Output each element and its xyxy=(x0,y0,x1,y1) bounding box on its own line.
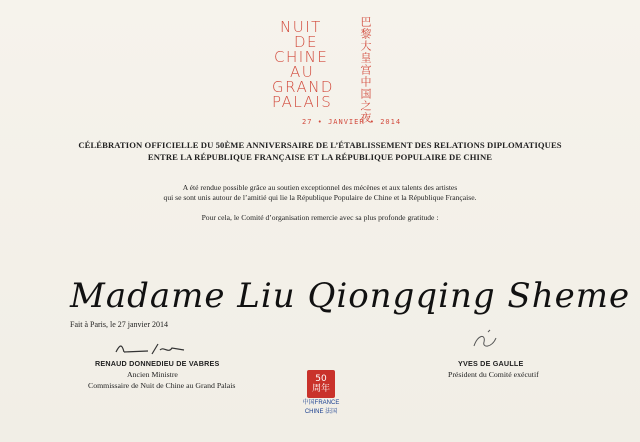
left-signatory-title-1: Ancien Ministre xyxy=(127,370,178,379)
body-line-1: A été rendue possible grâce au soutien exceptionnel des mécènes et aux talents des artistes xyxy=(182,183,458,192)
left-signatory-name: RENAUD DONNEDIEU DE VABRES xyxy=(95,359,220,368)
anniversary-seal xyxy=(298,370,344,430)
logo-line-palais: PALAIS xyxy=(272,93,333,111)
left-signatory-title-2: Commissaire de Nuit de Chine au Grand Palais xyxy=(88,381,236,390)
heading-line-1: CÉLÉBRATION OFFICIELLE DU 50ÈME ANNIVERSAIRE DE L’ÉTABLISSEMENT DES RELATIONS DIPLOMATIQUES xyxy=(78,140,562,150)
seal-chinese: 周年 xyxy=(311,384,330,394)
heading-line-2: ENTRE LA RÉPUBLIQUE FRANÇAISE ET LA RÉPUBLIQUE POPULAIRE DE CHINE xyxy=(147,152,493,162)
right-signatory-title-1: Président du Comité exécutif xyxy=(448,370,539,379)
place-date: Fait à Paris, le 27 janvier 2014 xyxy=(70,320,168,329)
recipient-name: Madame Liu Qiongqing Sheme xyxy=(70,276,631,316)
logo-line-nuit: NUIT xyxy=(280,18,322,36)
seal-number: 50 xyxy=(315,374,327,384)
seal-logo-icon xyxy=(307,370,335,398)
logo-line-grand: GRAND xyxy=(272,78,334,96)
logo-line-de: DE xyxy=(294,33,319,51)
logo-date: 27 • JANVIER • 2014 xyxy=(302,118,402,126)
seal-caption-top: 中国FRANCE xyxy=(302,400,340,406)
logo-line-au: AU xyxy=(290,63,315,81)
logo-chinese-text: 巴黎大皇宫中国之夜 xyxy=(359,16,372,124)
right-signature xyxy=(468,328,508,352)
body-line-2: qui se sont unis autour de l’amitié qui lie la République Populaire de Chine et la République Française. xyxy=(163,193,477,202)
event-logo xyxy=(262,14,422,134)
body-line-3: Pour cela, le Comité d’organisation remercie avec sa plus profonde gratitude : xyxy=(201,213,439,222)
seal-caption-bottom: CHINE 法国 xyxy=(304,409,338,415)
logo-line-chine: CHINE xyxy=(274,48,329,66)
right-signatory-name: YVES DE GAULLE xyxy=(458,359,524,368)
left-signature xyxy=(112,338,192,358)
